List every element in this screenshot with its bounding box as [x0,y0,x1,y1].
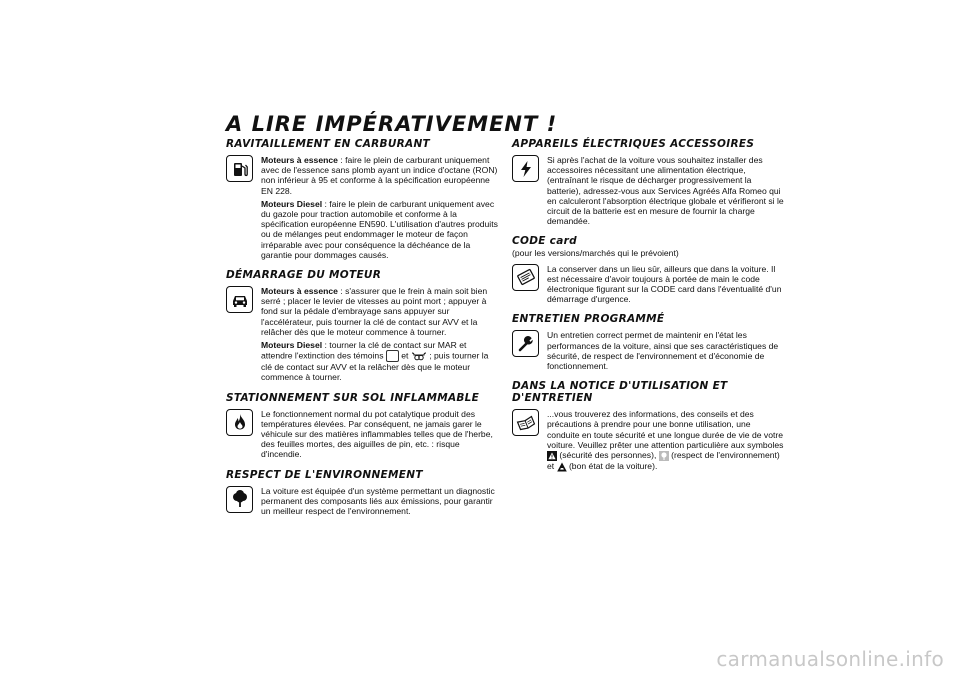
manual-text-3: (respect de l'environnement) et [547,450,780,471]
manual-text-1: ...vous trouverez des informations, des conseils et des précautions à prendre pour une bonne utilisation, une conduite en toute sécurité et une longue durée de vie de votre voiture. Veuillez prêter une attention particulière aux symboles [547,409,784,450]
warning-triangle-icon [547,451,557,461]
code-card-text: La conserver dans un lieu sûr, ailleurs que dans la voiture. Il est nécessaire d'avoir toujours à portée de main le code électronique figurant sur la CODE card dans l'éventualité d'un démarrage d'urgence. [547,263,782,305]
code-card-heading: CODE card [512,235,577,248]
maintenance-text: Un entretien correct permet de maintenir en l'état les performances de la voiture, ainsi que ses caractéristiques de sécurité, de respect de l'environnement et d'économie de fonctionnement. [547,330,779,372]
manual-text-4: (bon état de la voiture). [566,460,658,471]
manual-heading: DANS LA NOTICE D'UTILISATION ET D'ENTRETIEN [512,380,728,405]
manual-section [512,409,784,474]
electrical-heading: APPAREILS ÉLECTRIQUES ACCESSOIRES [512,138,755,150]
start-diesel-text-1: : tourner la clé de contact sur MAR et attendre l'extinction des témoins [261,340,467,361]
start-diesel-text-3: ; puis tourner la clé de contact sur AVV et la relâcher dès que le moteur commence à tourner. [261,350,489,383]
flame-icon [226,409,253,436]
manual-text-2: (sécurité des personnes), [557,450,659,461]
refuel-diesel-text: : faire le plein de carburant uniquement avec du gazole pour traction automobile et conforme à la spécification européenne EN590. L'utilisation d'autres produits ou de mélanges peut endommager le moteur de façon irréparable avec pour conséquence la déchéance de la garantie pour dommages causés. [261,198,498,260]
page-title: A LIRE IMPÉRATIVEMENT ! [226,112,558,136]
electrical-section [512,155,784,229]
parking-text: Le fonctionnement normal du pot catalytique produit des températures élevées. Par conséquent, ne jamais garer le véhicule sur des matières inflammables telles que de l'herbe, des feuilles mortes, des aiguilles de pin, etc. : risque d'incendie. [261,408,493,460]
book-icon [512,409,539,436]
warning-light-icon [386,350,399,362]
code-card-section [512,264,784,308]
fuel-pump-icon [226,155,253,182]
watermark: carmanualsonline.info [716,647,944,671]
parking-heading: STATIONNEMENT SUR SOL INFLAMMABLE [226,391,480,404]
wrench-icon [512,330,539,357]
tree-icon [226,486,253,513]
maintenance-section [512,330,784,374]
start-heading: DÉMARRAGE DU MOTEUR [226,269,382,282]
code-card-subheading: (pour les versions/marchés qui le prévoient) [512,248,679,259]
right-column [512,138,784,481]
electrical-text: Si après l'achat de la voiture vous souhaitez installer des accessoires nécessitant une alimentation électrique, (entraînant le risque de décharger progressivement la batterie), adressez-vous aux Services Agréés Alfa Romeo qui en calculeront l'absorption électrique globale et vérifieront si le circuit de la batterie est en mesure de fournir la charge demandée. [547,155,784,227]
parking-section [226,409,498,463]
environment-section [226,486,498,520]
left-column [226,138,498,525]
start-petrol-text: : s'assurer que le frein à main soit bien serré ; placer le levier de vitesses au point mort ; appuyer à fond sur la pédale d'embrayage sans appuyer sur l'accélérateur, puis tourner la clé de contact sur AVV et la relâcher dès que le moteur commence à tourner. [261,286,488,337]
environment-heading: RESPECT DE L'ENVIRONNEMENT [226,468,423,481]
start-diesel-text-2: et [398,350,411,361]
refuel-petrol-label: Moteurs à essence [261,155,338,165]
environment-text: La voiture est équipée d'un système permettant un diagnostic permanent des composants liés aux émissions, pour garantir un meilleur respect de l'environnement. [261,485,495,517]
environment-symbol-icon [659,451,669,461]
refuel-section [226,155,498,263]
car-front-icon [226,286,253,313]
start-section [226,286,498,386]
maintenance-heading: ENTRETIEN PROGRAMMÉ [512,313,665,326]
car-care-symbol-icon [557,462,567,472]
glow-plug-icon [411,352,427,361]
refuel-diesel-label: Moteurs Diesel [261,198,323,209]
lightning-icon [512,155,539,182]
card-icon [512,264,539,291]
refuel-petrol-text: : faire le plein de carburant uniquement avec de l'essence sans plomb ayant un indice d'octane (RON) non inférieur à 95 et conforme à la spécification européenne EN 228. [261,155,498,196]
start-petrol-label: Moteurs à essence [261,286,338,297]
start-diesel-label: Moteurs Diesel [261,340,323,351]
refuel-heading: RAVITAILLEMENT EN CARBURANT [226,138,431,150]
